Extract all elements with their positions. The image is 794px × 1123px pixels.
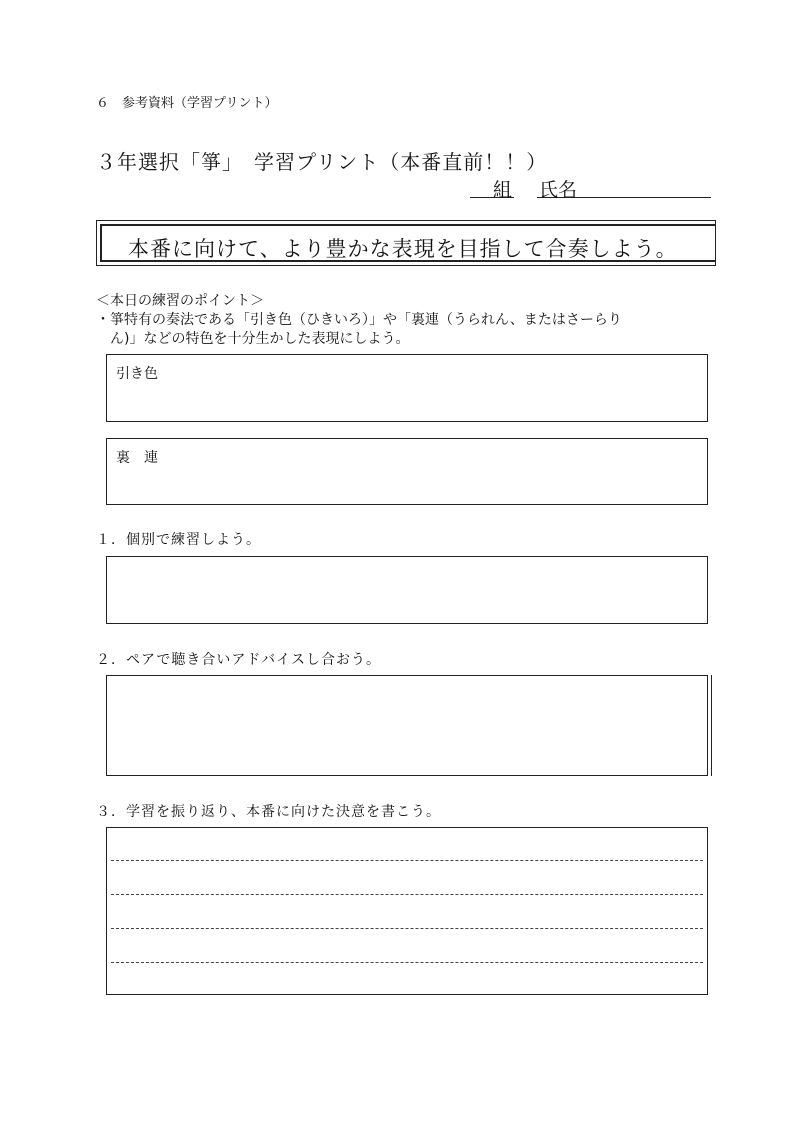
uraren-box[interactable] bbox=[106, 438, 708, 505]
name-field[interactable] bbox=[537, 175, 711, 201]
points-text-line-1: ・箏特有の奏法である「引き色（ひきいろ）」や「裏連（うられん、またはさーらり bbox=[96, 312, 622, 328]
document-header: ６ 参考資料（学習プリント） bbox=[96, 96, 278, 111]
question-3: ３．学習を振り返り、本番に向けた決意を書こう。 bbox=[96, 804, 441, 820]
goal-banner-inner bbox=[100, 224, 716, 262]
name-label: 氏名 bbox=[539, 179, 578, 201]
uraren-label: 裏 連 bbox=[116, 450, 158, 466]
hikiiro-box[interactable] bbox=[106, 354, 708, 422]
writing-line bbox=[111, 962, 703, 963]
margin-line bbox=[708, 675, 712, 776]
writing-line bbox=[111, 928, 703, 929]
answer-box-2[interactable] bbox=[106, 675, 708, 776]
question-1: １．個別で練習しよう。 bbox=[96, 532, 261, 548]
class-label: 組 bbox=[492, 179, 512, 201]
writing-line bbox=[111, 894, 703, 895]
writing-line bbox=[111, 860, 703, 861]
points-heading: ＜本日の練習のポイント＞ bbox=[96, 293, 264, 309]
class-field[interactable] bbox=[470, 175, 514, 201]
answer-box-1[interactable] bbox=[106, 556, 708, 624]
goal-banner bbox=[96, 220, 716, 266]
page-title: ３年選択「箏」 学習プリント（本番直前！！） bbox=[96, 150, 548, 174]
answer-box-3[interactable] bbox=[106, 827, 708, 995]
goal-text: 本番に向けて、より豊かな表現を目指して合奏しよう。 bbox=[128, 237, 678, 261]
points-text-line-2: ん)」などの特色を十分生かした表現にしよう。 bbox=[110, 331, 410, 347]
hikiiro-label: 引き色 bbox=[116, 366, 158, 382]
question-2: ２．ペアで聴き合いアドバイスし合おう。 bbox=[96, 652, 381, 668]
